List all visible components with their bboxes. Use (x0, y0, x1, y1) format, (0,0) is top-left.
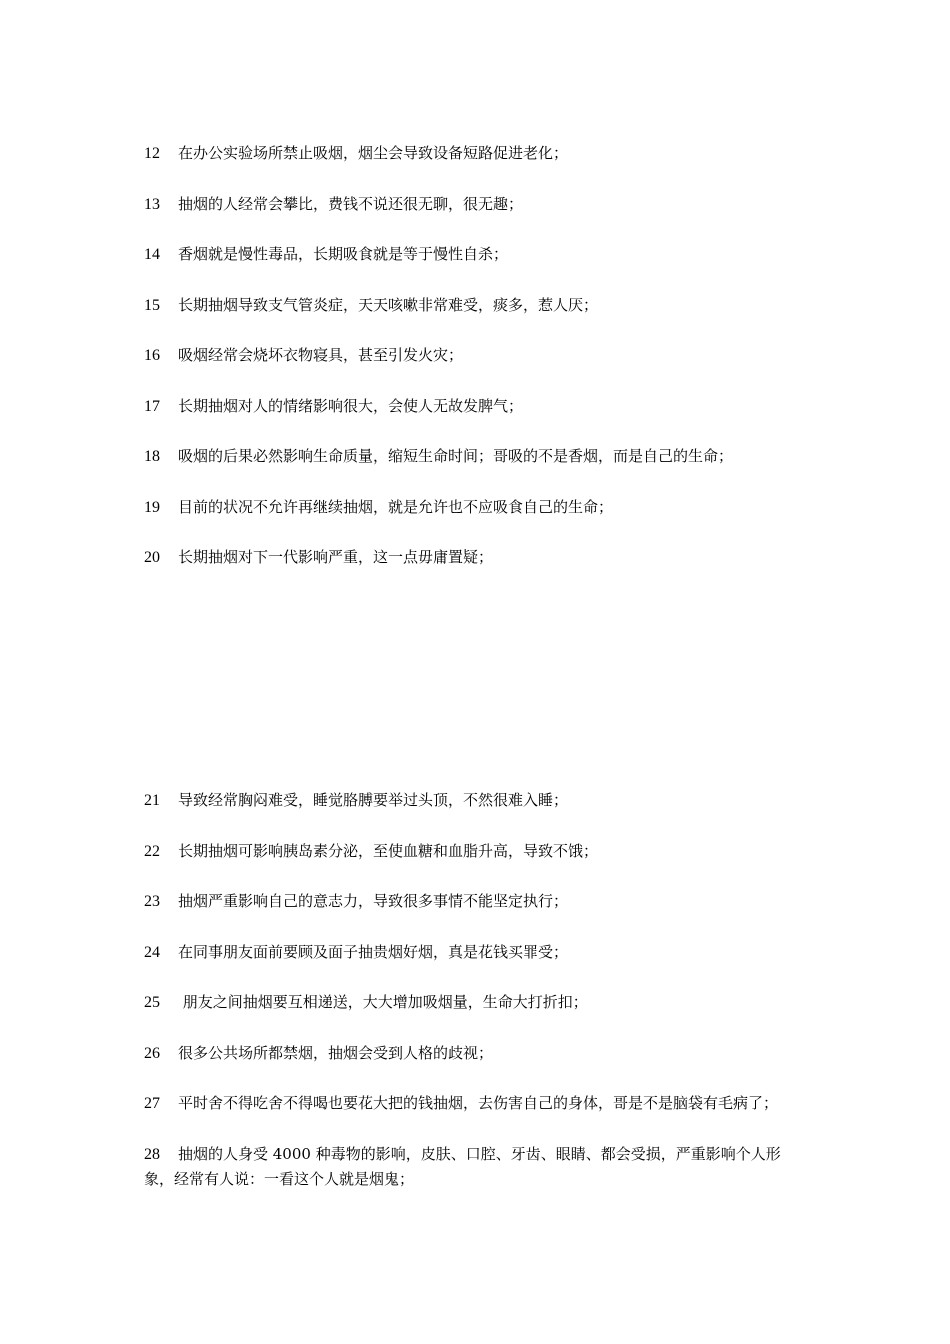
list-item (144, 192, 810, 217)
list-item (144, 1091, 810, 1116)
list-item (144, 545, 810, 570)
item-text: 朋友之间抽烟要互相递送，大大增加吸烟量，生命大打折扣； (178, 993, 588, 1011)
item-number: 15 (144, 296, 160, 314)
item-text: 目前的状况不允许再继续抽烟，就是允许也不应吸食自己的生命； (178, 497, 614, 516)
item-number: 28 (144, 1145, 160, 1163)
item-text: 在同事朋友面前要顾及面子抽贵烟好烟，真是花钱买罪受； (178, 942, 569, 961)
list-item (144, 141, 810, 166)
item-text: 长期抽烟对人的情绪影响很大，会使人无故发脾气； (178, 396, 524, 415)
item-number: 19 (144, 498, 160, 516)
item-number: 12 (144, 145, 160, 162)
reasons-list-part-1 (144, 141, 810, 596)
item-text: 在办公实验场所禁止吸烟，烟尘会导致设备短路促进老化； (178, 144, 569, 162)
item-number: 24 (144, 943, 160, 961)
list-item (144, 444, 810, 469)
list-item (144, 940, 810, 965)
item-number: 25 (144, 994, 160, 1011)
item-text: 抽烟的人经常会攀比，费钱不说还很无聊，很无趣； (178, 194, 524, 213)
item-number: 17 (144, 397, 160, 415)
item-text: 抽烟严重影响自己的意志力，导致很多事情不能坚定执行； (178, 892, 569, 910)
item-text: 长期抽烟对下一代影响严重，这一点毋庸置疑； (178, 548, 494, 566)
list-item (144, 990, 810, 1015)
item-number: 22 (144, 842, 160, 860)
item-number: 27 (144, 1095, 160, 1112)
list-item (144, 343, 810, 368)
item-number: 26 (144, 1044, 160, 1062)
item-number: 13 (144, 195, 160, 213)
list-item (144, 889, 810, 914)
item-text: 吸烟的后果必然影响生命质量，缩短生命时间；哥吸的不是香烟，而是自己的生命； (178, 447, 734, 465)
reasons-list-part-2 (144, 788, 810, 1216)
list-item (144, 839, 810, 864)
item-text: 长期抽烟导致支气管炎症，天天咳嗽非常难受，痰多，惹人厌； (178, 295, 599, 314)
item-text: 很多公共场所都禁烟，抽烟会受到人格的歧视； (178, 1043, 494, 1062)
item-text: 长期抽烟可影响胰岛素分泌，至使血糖和血脂升高，导致不饿； (178, 841, 599, 860)
list-item (144, 495, 810, 520)
list-item (144, 242, 810, 267)
item-text: 抽烟的人身受 4000 种毒物的影响，皮肤、口腔、牙齿、眼睛、都会受损，严重影响个人形象，经常有人说：一看这个人就是烟鬼； (144, 1144, 781, 1188)
item-text: 吸烟经常会烧坏衣物寝具，甚至引发火灾； (178, 346, 464, 364)
item-text: 香烟就是慢性毒品，长期吸食就是等于慢性自杀； (178, 245, 509, 263)
item-number: 20 (144, 549, 160, 566)
list-item (144, 1041, 810, 1066)
item-text: 平时舍不得吃舍不得喝也要花大把的钱抽烟，去伤害自己的身体，哥是不是脑袋有毛病了； (178, 1094, 779, 1112)
list-item (144, 394, 810, 419)
item-number: 16 (144, 347, 160, 364)
item-number: 23 (144, 893, 160, 910)
list-item (144, 1142, 810, 1191)
item-text: 导致经常胸闷难受，睡觉胳膊要举过头顶，不然很难入睡； (178, 791, 569, 809)
list-item (144, 788, 810, 813)
item-number: 21 (144, 792, 160, 809)
list-item (144, 293, 810, 318)
item-number: 14 (144, 246, 160, 263)
item-number: 18 (144, 448, 160, 465)
